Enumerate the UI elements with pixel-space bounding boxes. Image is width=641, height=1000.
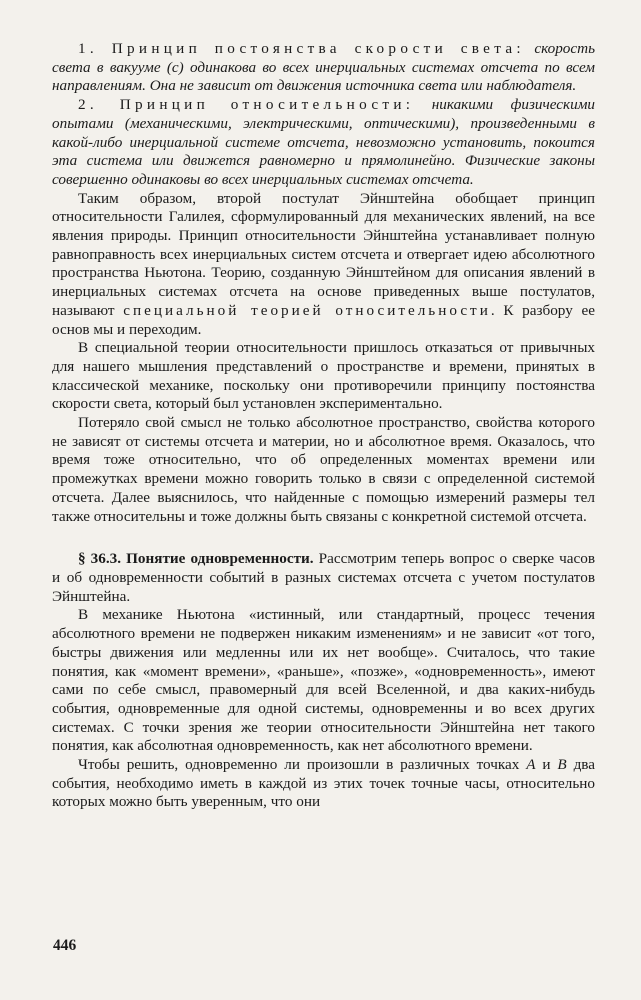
special-relativity-term: специальной теорией относительности xyxy=(123,301,491,319)
section-36-3 xyxy=(52,550,595,606)
paragraph-1-end: . К разбору ее основ мы и переходим. xyxy=(52,301,595,338)
point-a: A xyxy=(526,756,536,774)
section-intro-text: Рассмотрим теперь вопрос о сверке часов и об одновременности событий в разных системах отсчета с учетом постулатов Эйнштейна. xyxy=(52,550,596,605)
principle-1 xyxy=(52,40,595,96)
principle-2-label: 2. Принцип относительности: xyxy=(78,96,415,114)
section-title: Понятие одновременности. xyxy=(126,550,314,568)
principle-1-text: скорость света в вакууме (с) одинакова во всех инерциальных системах отсчета по всем направлениям. Она не зависит от движения источника света или наблюдателя. xyxy=(52,40,595,95)
paragraph-einstein-postulate xyxy=(52,190,595,340)
paragraph-absolute-time: Потеряло свой смысл не только абсолютное пространство, свойства которого не зависят от системы отсчета и материи, но и абсолютное время. Оказалось, что время тоже относительно, что об определенных моментах времени или промежутках времени можно говорить только в связи с определенной системой отсчета. Далее выяснилось, что найденные с помощью измерений размеры тел также относительны и тоже должны быть связаны с конкретной системой отсчета. xyxy=(52,414,595,525)
principle-1-label: 1. Принцип постоянства скорости света: xyxy=(78,40,525,57)
principle-2 xyxy=(52,96,595,190)
principle-2-text: никакими физическими опытами (механическими, электрическими, оптическими), произведенными в какой-либо инерциальной системе отсчета, невозможно установить, покоится эта система или движется равномерно и прямолинейно. Физические законы совершенно одинаковы во всех инерциальных системах отсчета. xyxy=(52,96,595,188)
section-gap xyxy=(52,526,595,550)
section-number: § 36.3. xyxy=(78,550,122,568)
paragraph-newton-time: В механике Ньютона «истинный, или стандартный, процесс течения абсолютного времени не подвержен никаким изменениям» и не зависит «от того, быстры движения или медленны или их нет вообще». Считалось, что такие понятия, как «момент времени», «раньше», «позже», «одновременность», имеют сами по себе смысл, правомерный для всей Вселенной, и два каких-нибудь события, одновременные для одной системы, одновременны и во всех других системах. С точки зрения же теории относительности Эйнштейна нет такого понятия, как абсолютная одновременность, как нет абсолютного времени. xyxy=(52,606,595,755)
paragraph-simultaneity-check xyxy=(52,756,595,812)
paragraph-classical-mechanics: В специальной теории относительности пришлось отказаться от привычных для нашего мышления представлений о пространстве и времени, принятых в классической механике, поскольку они противоречили принципу постоянства скорости света, который был установлен экспериментально. xyxy=(52,339,595,413)
point-b: B xyxy=(557,756,567,774)
conjunction-and: и xyxy=(542,756,551,774)
paragraph-5-end: два события, необходимо иметь в каждой из этих точек точные часы, относительно которых можно быть уверенным, что они xyxy=(52,756,596,811)
page-number: 446 xyxy=(53,937,77,954)
paragraph-1-start: Таким образом, второй постулат Эйнштейна обобщает принцип относительности Галилея, сформулированный для механических явлений, на все явления природы. Принцип относительности Эйнштейна устанавливает полную равноправность всех инерциальных систем отсчета и отвергает идею абсолютного пространства Ньютона. Теорию, созданную Эйнштейном для описания явлений в инерциальных системах отсчета на основе приведенных выше постулатов, называют xyxy=(52,189,595,319)
paragraph-5-start: Чтобы решить, одновременно ли произошли в различных точках xyxy=(78,756,520,774)
